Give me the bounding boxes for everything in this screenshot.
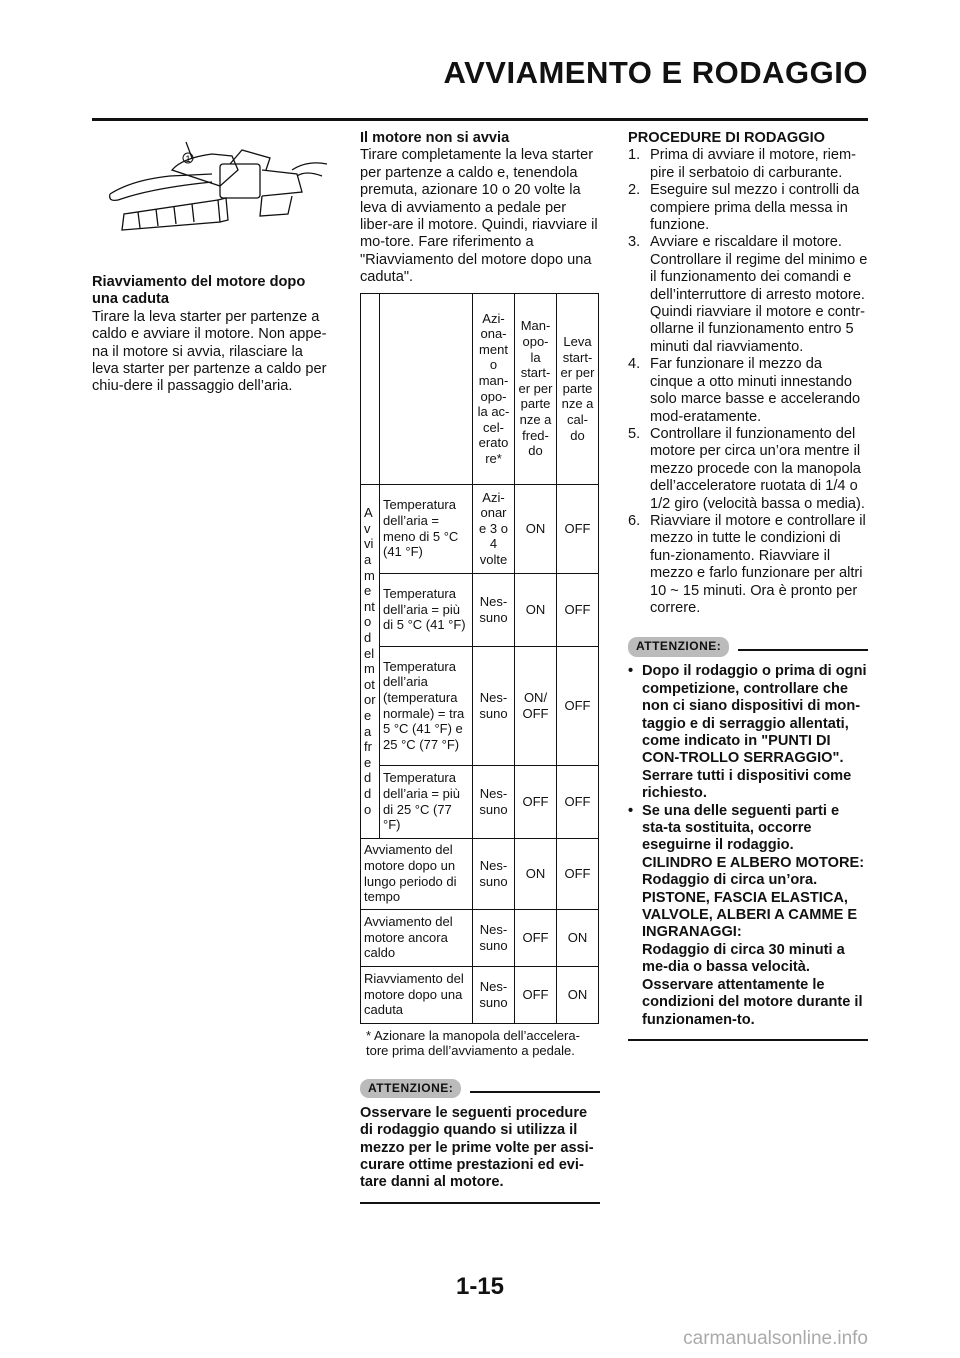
table-cell: Avviamento del motore dopo un lungo periodo di tempo (361, 838, 473, 909)
table-cell: Riavviamento del motore dopo una caduta (361, 966, 473, 1023)
table-row (361, 838, 599, 909)
list-item: 5. Controllare il funzionamento del motore per circa un’ora mentre il mezzo procede con la manopola dell’acceleratore ruotata di 1/4 o 1/2 giro (velocità bassa o media). (628, 425, 865, 512)
warning-label: ATTENZIONE: (628, 637, 729, 656)
column-left (92, 130, 332, 396)
table-row (361, 646, 599, 765)
list-item: • Dopo il rodaggio o prima di ogni competizione, controllare che non ci siano dispositivi di mon-taggio e di serraggio allentati, come indicato in "PUNTI DI CON-TROLLO SERRAGGIO". Serrare tutti i dispositivi come richiesto. (628, 663, 867, 802)
table-cell: Temperatura dell’aria = più di 5 °C (41 °F) (380, 573, 473, 646)
table-cell: OFF (515, 966, 557, 1023)
table-header: Man-opo-la start-er per parte nze a fred-do (515, 293, 557, 484)
table-cell: Avviamento del motore ancora caldo (361, 909, 473, 966)
table-cell: ON (515, 838, 557, 909)
warning-bottom-rule (628, 1039, 868, 1041)
callout-label: 1 (185, 154, 191, 164)
table-cell: Nes-suno (473, 838, 515, 909)
restart-text: Tirare la leva starter per partenze a caldo e avviare il motore. Non appe-na il motore si avvia, rilasciare la leva starter per partenze a caldo per chiu-dere il passaggio dell’aria. (92, 308, 327, 395)
table-header-row (361, 293, 599, 484)
table-cell: OFF (557, 765, 599, 838)
table-row (361, 765, 599, 838)
table-footnote: * Azionare la manopola dell’accelera-tore prima dell’avviamento a pedale. (366, 1027, 580, 1059)
watermark: carmanualsonline.info (683, 1328, 868, 1349)
list-item: 3. Avviare e riscaldare il motore. Controllare il regime del minimo e il funzionamento dei comandi e dell’interruttore di arresto motore. Quindi riavviare il motore e contr-ollarne il funzionamento entro 5 minuti dal riavviamento. (628, 234, 868, 355)
warning-bottom-rule (360, 1202, 600, 1204)
column-middle (360, 130, 600, 1204)
table-cell: OFF (557, 573, 599, 646)
table-cell: Nes-suno (473, 646, 515, 765)
table-row (361, 484, 599, 573)
list-item: 2. Eseguire sul mezzo i controlli da compiere prima della messa in funzione. (628, 182, 860, 234)
table-cell: Nes-suno (473, 909, 515, 966)
table-header: Leva start-er per parte nze a cal-do (557, 293, 599, 484)
list-item: 1. Prima di avviare il motore, riem-pire il serbatoio di carburante. (628, 147, 856, 181)
table-cell: OFF (557, 646, 599, 765)
page-title: AVVIAMENTO E RODAGGIO (443, 55, 868, 90)
page-number: 1-15 (455, 1273, 505, 1300)
warning-rule (738, 649, 868, 651)
warning-label: ATTENZIONE: (360, 1079, 461, 1098)
table-cell: OFF (557, 484, 599, 573)
warning-list (628, 663, 868, 1029)
table-cell: ON (515, 573, 557, 646)
list-item: 4. Far funzionare il mezzo da cinque a otto minuti innestando solo marce basse e accelerando mod-eratamente. (628, 356, 861, 425)
procedure-title: PROCEDURE DI RODAGGIO (628, 130, 826, 146)
warning-box (628, 637, 868, 1041)
table-cell: ON (557, 909, 599, 966)
table-row (361, 966, 599, 1023)
table-cell: Temperatura dell’aria = più di 25 °C (77 °F) (380, 765, 473, 838)
list-item: 6. Riavviare il motore e controllare il mezzo in tutte le condizioni di fun-zionamento. Riavviare il mezzo e farlo funzionare per altri 10 ~ 15 minuti. Ora è pronto per correre. (628, 512, 866, 616)
table-cell: Temperatura dell’aria = meno di 5 °C (41 °F) (380, 484, 473, 573)
table-cell: OFF (515, 909, 557, 966)
group-label: A v vi a m e nt o d el m ot or e a fr e d d o (361, 484, 380, 838)
warning-box (360, 1079, 600, 1204)
column-right (628, 130, 868, 1041)
warning-text: Osservare le seguenti procedure di rodaggio quando si utilizza il mezzo per le prime volte per assi-curare ottime prestazioni ed evi-tare danni al motore. (360, 1104, 594, 1191)
nostart-text: Tirare completamente la leva starter per partenze a caldo e, tenendola premuta, azionare 10 o 20 volte la leva di avviamento a pedale per liber-are il motore. Quindi, riavviare il mo-tore. Fare riferimento a "Riavviamento del motore dopo una caduta". (360, 147, 598, 286)
header-rule (92, 118, 868, 121)
restart-title: Riavviamento del motore dopo una caduta (92, 274, 306, 308)
table-row (361, 909, 599, 966)
table-cell: ON (515, 484, 557, 573)
starting-table (360, 293, 599, 1024)
procedure-list (628, 147, 868, 617)
warning-rule (470, 1091, 600, 1093)
nostart-title: Il motore non si avvia (360, 130, 510, 146)
table-cell: Nes-suno (473, 966, 515, 1023)
table-row (361, 573, 599, 646)
table-cell: ON (557, 966, 599, 1023)
table-cell: Azi-onar e 3 o 4 volte (473, 484, 515, 573)
table-header: Azi-ona-ment o man-opo-la ac-cel-erato re* (473, 293, 515, 484)
table-cell: ON/ OFF (515, 646, 557, 765)
list-item: • Se una delle seguenti parti e sta-ta sostituita, occorre eseguirne il rodaggio. CILINDRO E ALBERO MOTORE: Rodaggio di circa un’ora. PISTONE, FASCIA ELASTICA, VALVOLE, ALBERI A CAMME E INGRANAGGI: Rodaggio di circa 30 minuti a me-dia o bassa velocità. Osservare attentamente le condizioni del motore durante il funzionamen-to. (628, 802, 865, 1028)
table-cell: OFF (515, 765, 557, 838)
handlebar-illustration (92, 130, 332, 250)
table-cell: OFF (557, 838, 599, 909)
table-cell: Temperatura dell’aria (temperatura normale) = tra 5 °C (41 °F) e 25 °C (77 °F) (380, 646, 473, 765)
table-cell: Nes-suno (473, 573, 515, 646)
table-cell: Nes-suno (473, 765, 515, 838)
